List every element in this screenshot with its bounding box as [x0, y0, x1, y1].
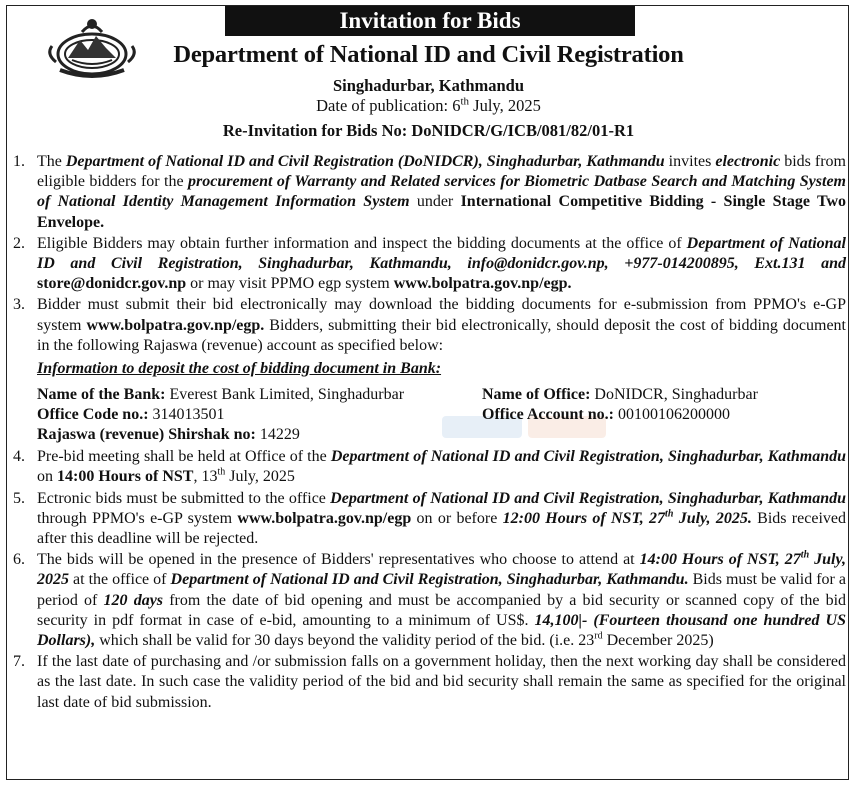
department-name: Department of National ID and Civil Registration — [173, 41, 684, 68]
deposit-heading: Information to deposit the cost of bidding document in Bank: — [37, 360, 442, 378]
department-location: Singhadurbar, Kathmandu — [332, 76, 525, 95]
list-item: 7. If the last date of purchasing and /or submission falls on a government holiday, then the next working day shall be considered as the last date. In such case the validity period of the bid and bid security shall remain the same as specified for the original last date of bid submission. — [13, 653, 846, 711]
list-item: 5. Ectronic bids must be submitted to the office Department of National ID and Civil Registration, Singhadurbar, Kathmandu through PPMO's e-GP system www.bolpatra.gov.np/egp on or before 12:00 Hours of NST, 27th July, 2025. Bids received after this deadline will be rejected. — [13, 489, 846, 548]
publication-date: Date of publication: 6th July, 2025 — [316, 95, 541, 115]
bank-details: Name of the Bank: Everest Bank Limited, Singhadurbar Name of Office: DoNIDCR, Singhadurbar Office Code no.: 314013501 Office Account no.: 00100106200000 Rajaswa (revenue) Shirshak no: 14229 — [37, 386, 758, 444]
list-item: 3. Bidder must submit their bid electronically may download the bidding documents for e-submission from PPMO's e-GP system www.bolpatra.gov.np/egp. Bidders, submitting their bid electronically, should deposit the cost of bidding document in the following Rajaswa (revenue) account as specified below: — [13, 296, 846, 354]
notice-body — [13, 152, 846, 714]
reinvitation-number: Re-Invitation for Bids No: DoNIDCR/G/ICB/081/82/01-R1 — [222, 121, 635, 140]
list-item: 1. The Department of National ID and Civil Registration (DoNIDCR), Singhadurbar, Kathmandu invites electronic bids from eligible bidders for the procurement of Warranty and Related services for Biometric Datbase Search and Matching System of National Identity Management Information System under International Competitive Bidding - Single Stage Two Envelope. — [13, 153, 847, 231]
list-item: 2. Eligible Bidders may obtain further information and inspect the bidding documents at the office of Department of National ID and Civil Registration, Singhadurbar, Kathmandu, info@donidcr.gov.np, +977-014200895, Ext.131 and store@donidcr.gov.np or may visit PPMO egp system www.bolpatra.gov.np/egp. — [13, 234, 846, 293]
list-item: 4. Pre-bid meeting shall be held at Office of the Department of National ID and Civil Registration, Singhadurbar, Kathmandu on 14:00 Hours of NST, 13th July, 2025 — [13, 448, 846, 486]
list-item: 6. The bids will be opened in the presence of Bidders' representatives who choose to attend at 14:00 Hours of NST, 27th July, 2025 at the office of Department of National ID and Civil Registration, Singhadurbar, Kathmandu. Bids must be valid for a period of 120 days from the date of bid opening and must be accompanied by a bid security or scanned copy of the bid security in pdf format in case of e-bid, amounting to a minimum of US$. 14,100|- (Fourteen thousand one hundred US Dollars), which shall be valid for 30 days beyond the validity period of the bid. (i.e. 23rd December 2025) — [13, 549, 847, 650]
title-banner: Invitation for Bids — [225, 6, 635, 36]
